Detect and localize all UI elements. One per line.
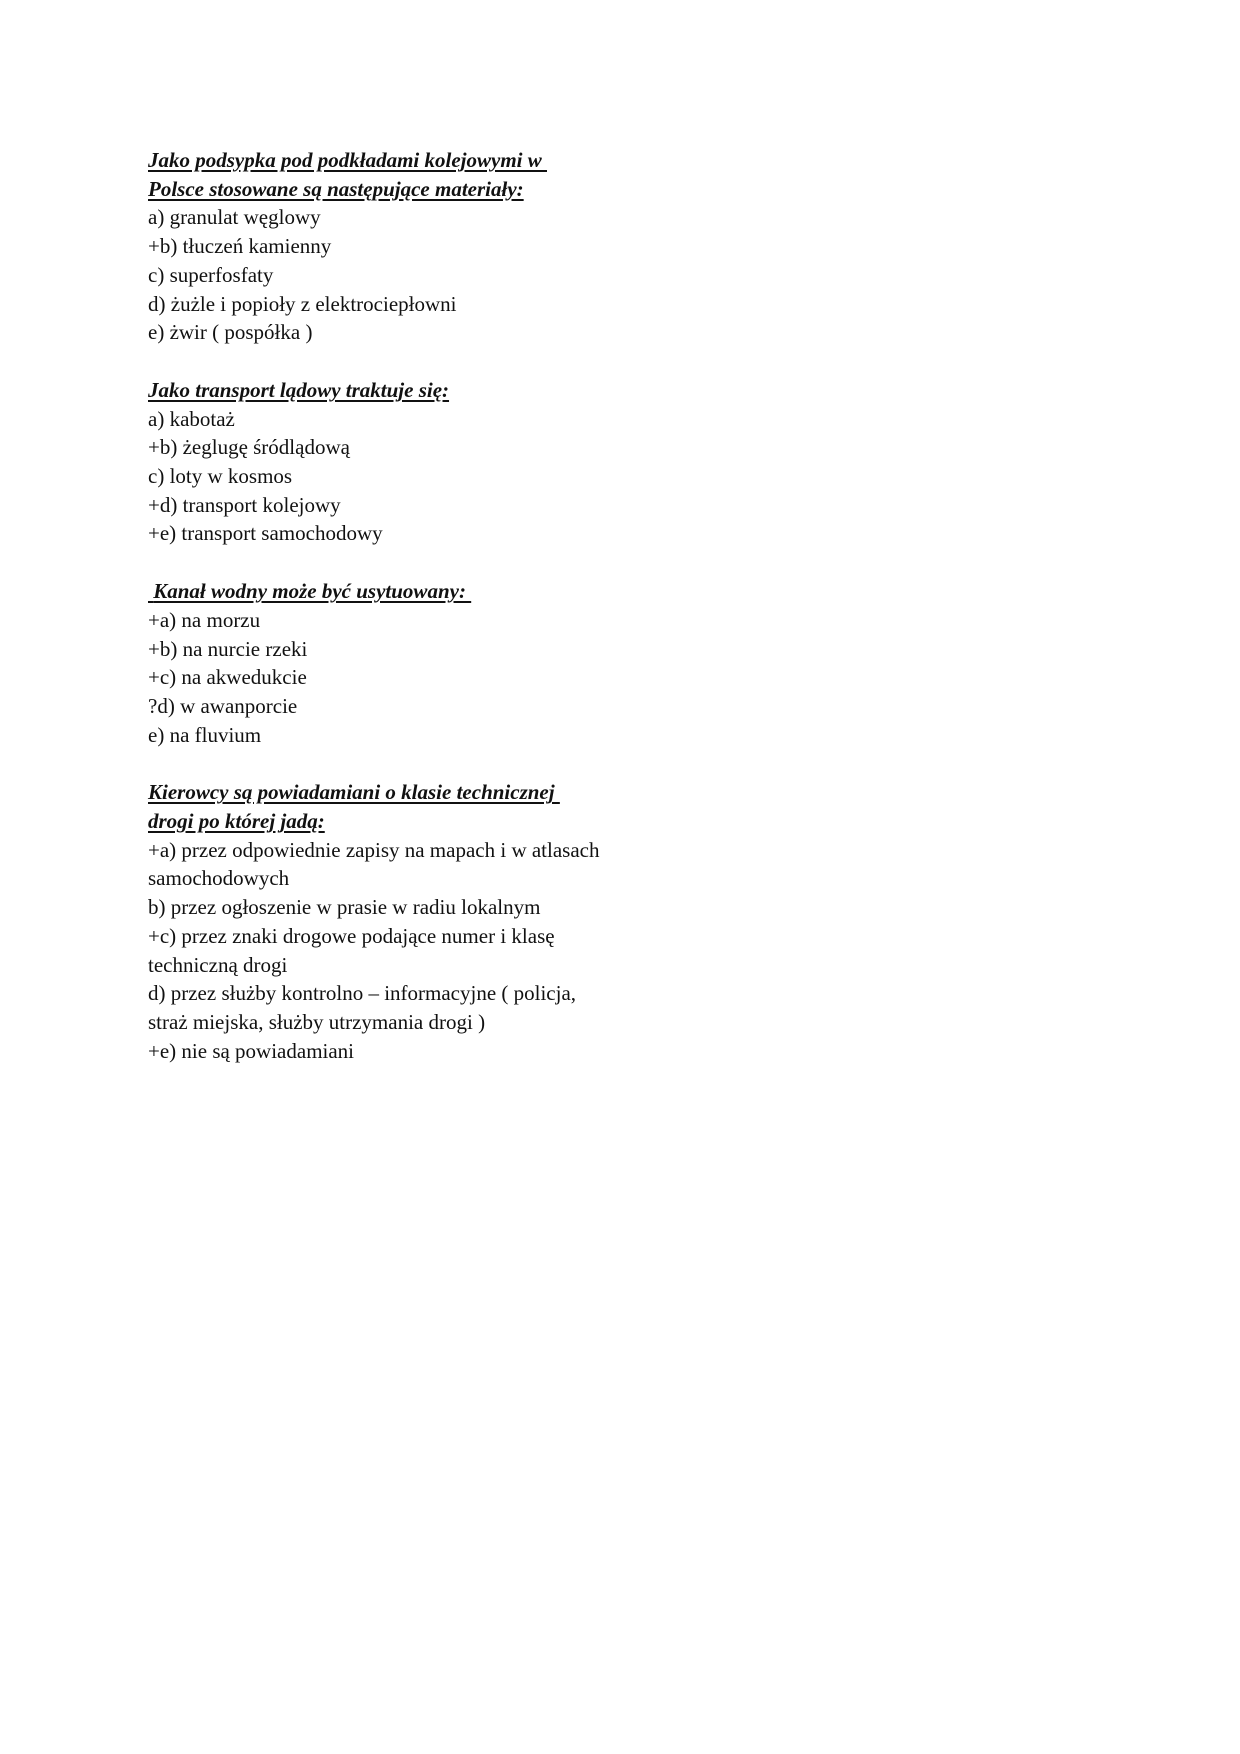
question-4-answer-d-line-2: straż miejska, służby utrzymania drogi ) (148, 1009, 486, 1034)
question-1-answer-e: e) żwir ( pospółka ) (148, 320, 313, 345)
question-3-answer-c: +c) na akwedukcie (148, 665, 307, 690)
question-4-answer-c-line-2: techniczną drogi (148, 952, 288, 977)
question-3-line-1: Kanał wodny może być usytuowany: (148, 579, 472, 604)
question-1-line-1: Jako podsypka pod podkładami kolejowymi w (148, 148, 547, 172)
question-block-3 (148, 577, 728, 749)
question-2-answer-b: +b) żeglugę śródlądową (148, 435, 350, 460)
question-3-answer-d: ?d) w awanporcie (148, 693, 298, 718)
question-4-line-2: drogi po której jadą: (148, 809, 325, 834)
question-1-answer-d: d) żużle i popioły z elektrociepłowni (148, 291, 457, 316)
question-block-1 (148, 146, 728, 347)
question-4-answer-a-line-2: samochodowych (148, 866, 290, 891)
question-2-answer-d: +d) transport kolejowy (148, 492, 341, 517)
question-3-answer-b: +b) na nurcie rzeki (148, 636, 308, 661)
question-2-line-1: Jako transport lądowy traktuje się: (148, 377, 450, 402)
question-4-line-1: Kierowcy są powiadamiani o klasie technicznej (148, 780, 560, 805)
question-4-answer-c-line-1: +c) przez znaki drogowe podające numer i klasę (148, 923, 555, 948)
question-1-answer-b: +b) tłuczeń kamienny (148, 234, 332, 259)
question-2-answer-e: +e) transport samochodowy (148, 521, 383, 546)
question-2-answer-a: a) kabotaż (148, 406, 235, 431)
question-block-2 (148, 376, 728, 548)
question-3-answer-a: +a) na morzu (148, 607, 261, 632)
question-4-answer-a-line-1: +a) przez odpowiednie zapisy na mapach i w atlasach (148, 837, 600, 862)
document-content (148, 146, 728, 1094)
question-3-answer-e: e) na fluvium (148, 722, 262, 747)
question-4-answer-b: b) przez ogłoszenie w prasie w radiu lokalnym (148, 895, 541, 920)
question-1-answer-c: c) superfosfaty (148, 262, 274, 287)
question-4-answer-e: +e) nie są powiadamiani (148, 1038, 355, 1063)
question-block-4 (148, 778, 728, 1065)
question-1-line-2: Polsce stosowane są następujące materiały: (148, 176, 524, 201)
question-1-answer-a: a) granulat węglowy (148, 205, 321, 230)
question-4-answer-d-line-1: d) przez służby kontrolno – informacyjne ( policja, (148, 981, 577, 1006)
question-2-answer-c: c) loty w kosmos (148, 464, 293, 489)
